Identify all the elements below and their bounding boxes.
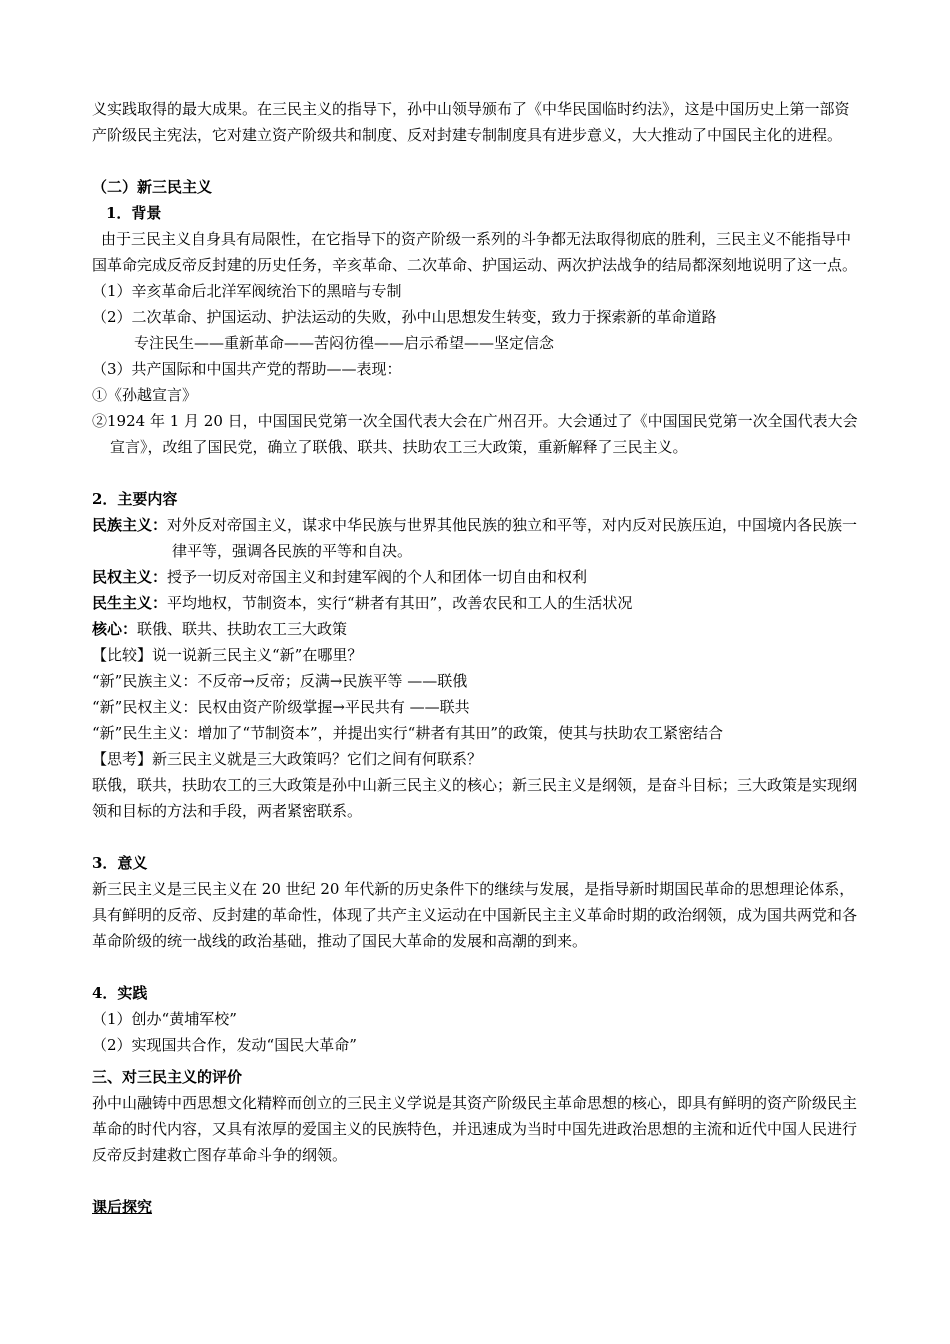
background-paragraph: 由于三民主义自身具有局限性，在它指导下的资产阶级一系列的斗争都无法取得彻底的胜利，三民主义不能指导中国革命完成反帝反封建的历史任务，辛亥革命、二次革命、护国运动、两次护法战争的结局都深刻地说明了这一点。 [92, 230, 858, 274]
core-label: 核心： [92, 620, 138, 638]
document-page [92, 96, 862, 1220]
compare-line-3: “新”民生主义：增加了“节制资本”，并提出实行“耕者有其田”的政策，使其与扶助农工紧密结合 [92, 724, 724, 742]
background-circle-1: ①《孙越宣言》 [92, 386, 198, 404]
after-class-heading: 课后探究 [92, 1198, 153, 1216]
background-heading: 1．背景 [106, 204, 162, 222]
minzu-text: 对外反对帝国主义，谋求中华民族与世界其他民族的独立和平等，对内反对民族压迫，中国境内各民族一律平等，强调各民族的平等和自决。 [167, 516, 858, 560]
content-heading: 2．主要内容 [92, 490, 178, 508]
minquan-label: 民权主义： [92, 568, 168, 586]
think-question: 【思考】新三民主义就是三大政策吗？它们之间有何联系？ [92, 750, 483, 768]
background-circle-2: ②1924 年 1 月 20 日，中国国民党第一次全国代表大会在广州召开。大会通过了《中国国民党第一次全国代表大会宣言》，改组了国民党，确立了联俄、联共、扶助农工三大政策，重新解释了三民主义。 [92, 412, 858, 456]
minzu-paragraph [92, 512, 862, 564]
compare-question: 【比较】说一说新三民主义“新”在哪里？ [92, 646, 363, 664]
practice-heading: 4．实践 [92, 984, 148, 1002]
minsheng-text: 平均地权，节制资本，实行“耕者有其田”，改善农民和工人的生活状况 [167, 594, 633, 612]
think-answer: 联俄，联共，扶助农工的三大政策是孙中山新三民主义的核心；新三民主义是纲领，是奋斗目标；三大政策是实现纲领和目标的方法和手段，两者紧密联系。 [92, 776, 858, 820]
background-item-2: （2）二次革命、护国运动、护法运动的失败，孙中山思想发生转变，致力于探索新的革命道路 [92, 308, 717, 326]
intro-paragraph: 义实践取得的最大成果。在三民主义的指导下，孙中山领导颁布了《中华民国临时约法》，这是中国历史上第一部资产阶级民主宪法，它对建立资产阶级共和制度、反对封建专制制度具有进步意义，大大推动了中国民主化的进程。 [92, 100, 850, 144]
compare-line-2: “新”民权主义：民权由资产阶级掌握→平民共有 ——联共 [92, 698, 470, 716]
minsheng-paragraph [92, 590, 862, 616]
minquan-paragraph [92, 564, 862, 590]
minsheng-label: 民生主义： [92, 594, 168, 612]
core-text: 联俄、联共、扶助农工三大政策 [137, 620, 348, 638]
section-heading-new-three-principles: （二）新三民主义 [92, 178, 213, 196]
significance-paragraph: 新三民主义是三民主义在 20 世纪 20 年代新的历史条件下的继续与发展，是指导新时期国民革命的思想理论体系，具有鲜明的反帝、反封建的革命性，体现了共产主义运动在中国新民主主义革命时期的政治纲领，成为国共两党和各革命阶级的统一战线的政治基础，推动了国民大革命的发展和高潮的到来。 [92, 880, 858, 950]
evaluation-heading: 三、对三民主义的评价 [92, 1068, 243, 1086]
minquan-text: 授予一切反对帝国主义和封建军阀的个人和团体一切自由和权利 [167, 568, 588, 586]
compare-line-1: “新”民族主义：不反帝→反帝；反满→民族平等 ——联俄 [92, 672, 468, 690]
evaluation-paragraph: 孙中山融铸中西思想文化精粹而创立的三民主义学说是其资产阶级民主革命思想的核心，即具有鲜明的资产阶级民主革命的时代内容，又具有浓厚的爱国主义的民族特色，并迅速成为当时中国先进政治思想的主流和近代中国人民进行反帝反封建救亡图存革命斗争的纲领。 [92, 1094, 858, 1164]
core-paragraph [92, 616, 862, 642]
practice-item-1: （1）创办“黄埔军校” [92, 1010, 237, 1028]
background-item-1: （1）辛亥革命后北洋军阀统治下的黑暗与专制 [92, 282, 402, 300]
practice-item-2: （2）实现国共合作，发动“国民大革命” [92, 1036, 357, 1054]
background-item-3: （3）共产国际和中国共产党的帮助——表现： [92, 360, 402, 378]
background-item-2-sub: 专注民生——重新革命——苦闷彷徨——启示希望——坚定信念 [134, 334, 555, 352]
minzu-label: 民族主义： [92, 516, 168, 534]
significance-heading: 3．意义 [92, 854, 148, 872]
